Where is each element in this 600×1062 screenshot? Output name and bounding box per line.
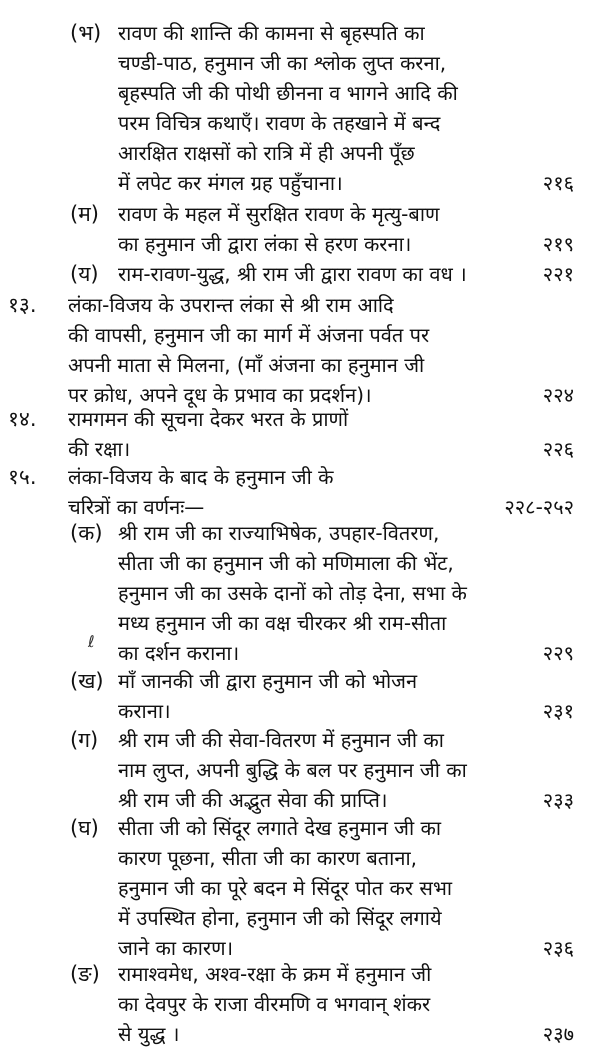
entry-description (118, 725, 467, 815)
entry-page-number: २३७ (542, 1022, 574, 1046)
entry-line: कारण पूछना, सीता जी का कारण बताना, (118, 846, 417, 870)
entry-line: रामाश्वमेध, अश्व-रक्षा के क्रम में हनुमान जी (118, 962, 432, 986)
entry-line: रावण की शान्ति की कामना से बृहस्पति का (118, 21, 425, 45)
entry-line: सीता जी को सिंदूर लगाते देख हनुमान जी का (118, 816, 442, 840)
entry-description (118, 199, 439, 259)
entry-line: की रक्षा। (68, 437, 131, 461)
entry-description (68, 404, 348, 464)
entry-page-number: २३६ (542, 936, 574, 960)
entry-line: राम-रावण-युद्ध, श्री राम जी द्वारा रावण का वध । (118, 262, 467, 286)
entry-line: सीता जी का हनुमान जी को मणिमाला की भेंट, (118, 551, 454, 575)
entry-page-number: २३३ (542, 788, 574, 812)
entry-line: श्री राम जी की अद्भुत सेवा की प्राप्ति। (118, 788, 388, 812)
entry-line: हनुमान जी का उसके दानों को तोड़ देना, सभा के (118, 581, 467, 605)
entry-marker: (क) (70, 521, 103, 545)
entry-description (68, 462, 333, 522)
entry-line: लंका-विजय के उपरान्त लंका से श्री राम आदि (68, 293, 394, 317)
entry-description (118, 666, 417, 726)
entry-line: आरक्षित राक्षसों को रात्रि में ही अपनी पूँछ (118, 141, 415, 165)
entry-description (118, 259, 467, 289)
entry-line: बृहस्पति जी की पोथी छीनना व भागने आदि की (118, 81, 458, 105)
entry-line: श्री राम जी का राज्याभिषेक, उपहार-वितरण, (118, 521, 440, 545)
entry-line: श्री राम जी की सेवा-वितरण में हनुमान जी का (118, 728, 444, 752)
entry-marker: (य) (70, 262, 99, 286)
entry-line: का हनुमान जी द्वारा लंका से हरण करना। (118, 232, 412, 256)
entry-marker: (घ) (70, 816, 99, 840)
entry-marker: १३. (8, 293, 37, 317)
entry-line: पर क्रोध, अपने दूध के प्रभाव का प्रदर्शन)। (68, 383, 372, 407)
entry-page-number: २३१ (542, 699, 574, 723)
entry-line: मध्य हनुमान जी का वक्ष चीरकर श्री राम-सीता (118, 611, 447, 635)
entry-line: माँ जानकी जी द्वारा हनुमान जी को भोजन (118, 669, 418, 693)
entry-line: से युद्ध । (118, 1022, 180, 1046)
entry-line: हनुमान जी का पूरे बदन मे सिंदूर पोत कर सभा (118, 876, 453, 900)
entry-line: में उपस्थित होना, हनुमान जी को सिंदूर लगाये (118, 906, 442, 930)
entry-line: में लपेट कर मंगल ग्रह पहुँचाना। (118, 171, 343, 195)
entry-line: लंका-विजय के बाद के हनुमान जी के (68, 465, 334, 489)
entry-line: परम विचित्र कथाएँ। रावण के तहखाने में बन्द (118, 111, 441, 135)
entry-line: का दर्शन कराना। (118, 641, 240, 665)
entry-line: की वापसी, हनुमान जी का मार्ग में अंजना पर्वत पर (68, 323, 430, 347)
entry-description (118, 518, 467, 668)
entry-page-number: २१९ (542, 232, 574, 256)
entry-page-number: २१६ (542, 171, 574, 195)
entry-page-number: २२९ (542, 641, 574, 665)
entry-marker: (भ) (70, 21, 102, 45)
entry-line: रावण के महल में सुरक्षित रावण के मृत्यु-बाण (118, 202, 440, 226)
entry-marker: (ग) (70, 728, 99, 752)
entry-description (118, 18, 458, 198)
entry-marker: (म) (70, 202, 99, 226)
entry-line: चरित्रों का वर्णनः— (68, 495, 205, 519)
entry-line: का देवपुर के राजा वीरमणि व भगवान् शंकर (118, 992, 431, 1016)
entry-marker: (ङ) (70, 962, 100, 986)
entry-description (68, 290, 429, 410)
entry-marker: (ख) (70, 669, 104, 693)
entry-line: रामगमन की सूचना देकर भरत के प्राणों (68, 407, 349, 431)
entry-page-number: २२६ (542, 437, 574, 461)
entry-line: कराना। (118, 699, 171, 723)
entry-marker: १५. (8, 465, 37, 489)
stray-print-mark: ℓ (88, 632, 95, 651)
entry-line: नाम लुप्त, अपनी बुद्धि के बल पर हनुमान जी का (118, 758, 467, 782)
entry-page-number: २२८-२५२ (504, 495, 574, 519)
entry-line: जाने का कारण। (118, 936, 234, 960)
entry-line: चण्डी-पाठ, हनुमान जी का श्लोक लुप्त करना, (118, 51, 447, 75)
entry-page-number: २२४ (542, 383, 574, 407)
entry-description (118, 959, 431, 1049)
entry-description (118, 813, 452, 963)
entry-marker: १४. (8, 407, 37, 431)
entry-page-number: २२१ (542, 262, 574, 286)
entry-line: अपनी माता से मिलना, (माँ अंजना का हनुमान जी (68, 353, 425, 377)
